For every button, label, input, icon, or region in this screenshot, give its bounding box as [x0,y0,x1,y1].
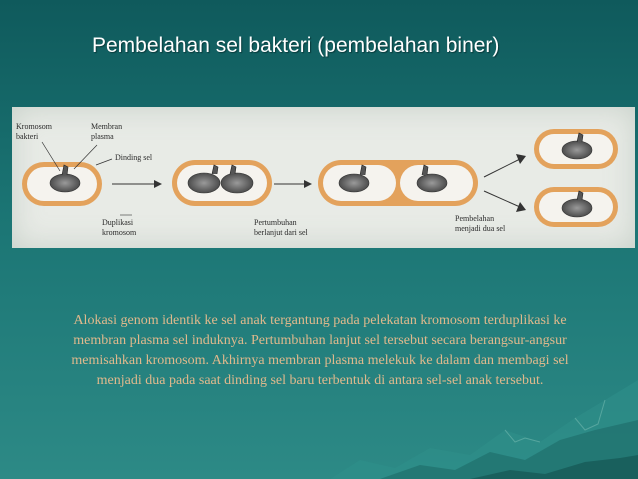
arrow-2 [274,180,312,188]
slide-title: Pembelahan sel bakteri (pembelahan biner) [92,34,500,57]
arrow-split [484,154,526,212]
label-berlanjut: berlanjut dari sel [254,228,308,237]
daughter-cell-bottom [534,187,618,227]
label-kromosom-2: kromosom [102,228,137,237]
binary-fission-figure [12,107,635,248]
label-dinding-sel: Dinding sel [115,153,153,162]
label-bakteri: bakteri [16,132,39,141]
daughter-cell-top [534,129,618,169]
label-kromosom: Kromosom [16,122,52,131]
cell-stage-3 [318,160,478,206]
label-membran: Membran [91,122,123,131]
label-menjadi-dua: menjadi dua sel [455,224,506,233]
label-duplikasi: Duplikasi [102,218,134,227]
caption-text: Alokasi genom identik ke sel anak tergantung pada pelekatan kromosom terduplikasi ke membran plasma sel induknya. Pertumbuhan lanjut sel tersebut secara berangsur-angsur memisahkan kromosom. Akhirnya membran plasma melekuk ke dalam dan membagi sel menjadi dua pada saat dinding sel baru terbentuk di antara sel-sel anak tersebut. [71,313,569,388]
label-pembelahan: Pembelahan [455,214,495,223]
pointer-line [96,159,112,165]
label-plasma: plasma [91,132,114,141]
cell-stage-1 [22,162,102,206]
cell-stage-2 [172,160,272,206]
label-pertumbuhan: Pertumbuhan [254,218,297,227]
arrow-1 [112,180,162,188]
